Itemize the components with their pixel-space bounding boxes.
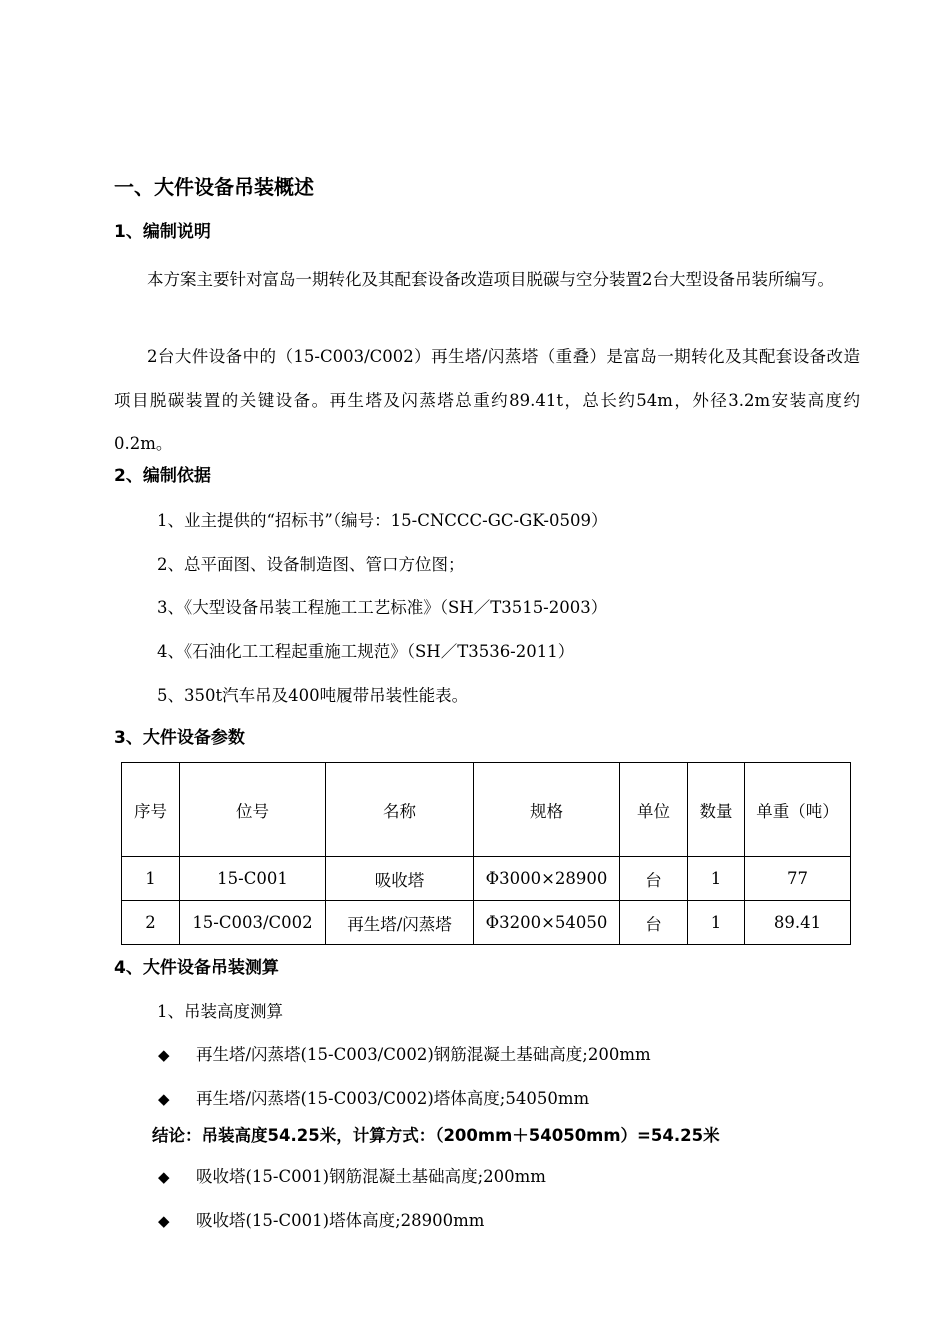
- bullet-item: [158, 1043, 651, 1067]
- table-header-cell: 数量: [688, 763, 745, 857]
- diamond-bullet-icon: ◆: [158, 1090, 170, 1108]
- table-header-row: [122, 763, 851, 857]
- table-cell: 15-C001: [180, 857, 326, 901]
- basis-item: 2、总平面图、设备制造图、管口方位图；: [157, 555, 465, 574]
- bullet-item: [158, 1165, 546, 1189]
- calc-item: 1、吊装高度测算: [157, 1002, 283, 1021]
- bullet-text: 吸收塔(15-C001)塔体高度;28900mm: [196, 1211, 485, 1230]
- table-row: [122, 857, 851, 901]
- table-header-cell: 单重（吨）: [745, 763, 851, 857]
- subsection-title-1: 1、编制说明: [114, 222, 211, 242]
- equipment-parameter-table: [121, 762, 851, 945]
- table-header-cell: 位号: [180, 763, 326, 857]
- table-cell: 再生塔/闪蒸塔: [326, 901, 474, 945]
- diamond-bullet-icon: ◆: [158, 1168, 170, 1186]
- table-header-cell: 序号: [122, 763, 180, 857]
- table-cell: 15-C003/C002: [180, 901, 326, 945]
- table-cell: 吸收塔: [326, 857, 474, 901]
- paragraph-2: 2台大件设备中的（15-C003/C002）再生塔/闪蒸塔（重叠）是富岛一期转化及其配套设备改造项目脱碳装置的关键设备。再生塔及闪蒸塔总重约89.41t，总长约54m，外径3.2m安装高度约0.2m。: [114, 347, 860, 453]
- table-cell: 台: [620, 901, 688, 945]
- bullet-item: [158, 1209, 484, 1233]
- table-cell: 1: [688, 857, 745, 901]
- table-header-cell: 单位: [620, 763, 688, 857]
- table-cell: 2: [122, 901, 180, 945]
- table-cell: 1: [122, 857, 180, 901]
- table-row: [122, 901, 851, 945]
- table-header-cell: 规格: [474, 763, 620, 857]
- basis-item: 5、350t汽车吊及400吨履带吊装性能表。: [157, 686, 469, 705]
- bullet-item: [158, 1087, 589, 1111]
- table-cell: 台: [620, 857, 688, 901]
- basis-item: 3、《大型设备吊装工程施工工艺标准》（SH／T3515-2003）: [157, 598, 608, 617]
- diamond-bullet-icon: ◆: [158, 1046, 170, 1064]
- subsection-title-4: 4、大件设备吊装测算: [114, 958, 279, 978]
- table-cell: Φ3200×54050: [474, 901, 620, 945]
- table-cell: Φ3000×28900: [474, 857, 620, 901]
- bullet-text: 再生塔/闪蒸塔(15-C003/C002)钢筋混凝土基础高度;200mm: [196, 1045, 651, 1064]
- table-cell: 77: [745, 857, 851, 901]
- subsection-title-3: 3、大件设备参数: [114, 728, 245, 748]
- paragraph-1: 本方案主要针对富岛一期转化及其配套设备改造项目脱碳与空分装置2台大型设备吊装所编写。: [147, 270, 834, 289]
- bullet-text: 吸收塔(15-C001)钢筋混凝土基础高度;200mm: [196, 1167, 546, 1186]
- section-title: 一、大件设备吊装概述: [114, 175, 314, 199]
- basis-item: 1、业主提供的“招标书”（编号：15-CNCCC-GC-GK-0509）: [157, 511, 608, 530]
- diamond-bullet-icon: ◆: [158, 1212, 170, 1230]
- table-header-cell: 名称: [326, 763, 474, 857]
- table-cell: 89.41: [745, 901, 851, 945]
- basis-item: 4、《石油化工工程起重施工规范》（SH／T3536-2011）: [157, 642, 575, 661]
- bullet-text: 再生塔/闪蒸塔(15-C003/C002)塔体高度;54050mm: [196, 1089, 590, 1108]
- conclusion-text: 结论：吊装高度54.25米，计算方式：（200mm＋54050mm）=54.25米: [152, 1126, 720, 1145]
- table-cell: 1: [688, 901, 745, 945]
- subsection-title-2: 2、编制依据: [114, 466, 211, 486]
